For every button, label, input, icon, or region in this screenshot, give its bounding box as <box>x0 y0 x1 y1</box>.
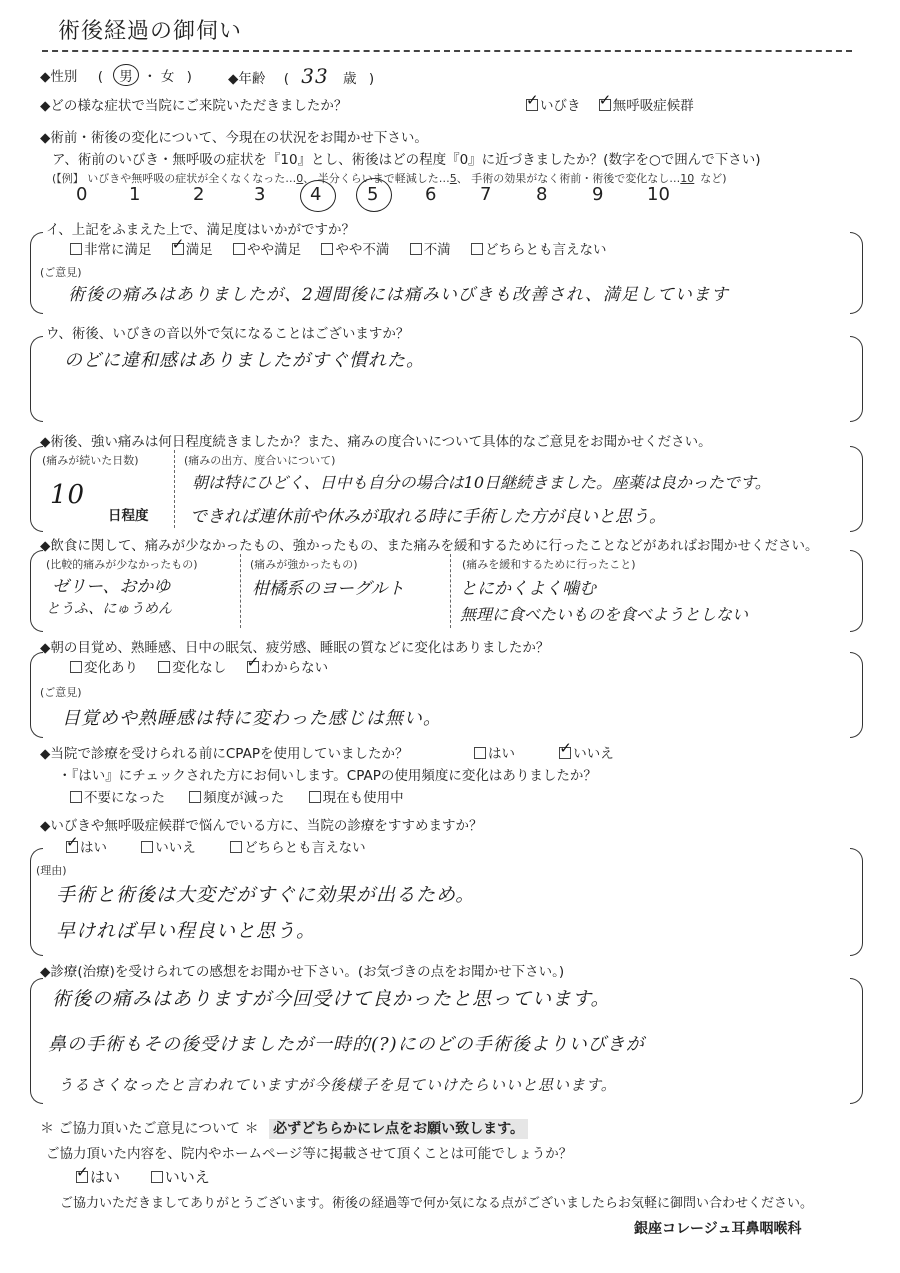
cpap-question: ◆当院で診療を受けられる前にCPAPを使用していましたか？ <box>40 746 409 762</box>
other-concern-answer[interactable]: のどに違和感はありましたがすぐ慣れた。 <box>64 350 425 371</box>
cpap-yes-checkbox[interactable] <box>474 747 486 759</box>
pain-days-label: (痛みが続いた日数) <box>42 454 139 467</box>
scale-8[interactable]: 8 <box>536 184 548 205</box>
food-more-pain-label: (痛みが強かったもの) <box>250 558 358 571</box>
recommend-question: ◆いびきや無呼吸症候群で悩んでいる方に、当院の診療をすすめますか？ <box>40 818 483 834</box>
recommend-bracket-right <box>850 848 863 956</box>
recommend-reason-line2[interactable]: 早ければ早い程良いと思う。 <box>56 920 317 942</box>
sat-dissatisfied-checkbox[interactable] <box>410 243 422 255</box>
pain-divider <box>174 450 175 528</box>
consent-no-checkbox[interactable] <box>151 1171 163 1183</box>
consent-question: ご協力頂いた内容を、院内やホームページ等に掲載させて頂くことは可能でしょうか？ <box>46 1146 573 1162</box>
cpap-no-checkbox[interactable] <box>559 747 571 759</box>
pain-question: ◆術後、強い痛みは何日程度続きましたか？また、痛みの度合いについて具体的なご意見をお聞かせください。 <box>40 434 712 450</box>
sleep-unchanged-checkbox[interactable] <box>158 661 170 673</box>
apnea-checkbox[interactable] <box>599 99 611 111</box>
food-less-pain-line1[interactable]: ゼリー、おかゆ <box>52 577 171 597</box>
food-relief-line2[interactable]: 無理に食べたいものを食べようとしない <box>460 605 749 624</box>
sat-somewhat-dissatisfied-checkbox[interactable] <box>321 243 333 255</box>
symptom-question: ◆どの様な症状で当院にご来院いただきましたか？ <box>40 98 348 114</box>
cpap-unneeded-checkbox[interactable] <box>70 791 82 803</box>
cpap-reduced-checkbox[interactable] <box>189 791 201 803</box>
snoring-checkbox[interactable] <box>526 99 538 111</box>
pain-days-unit: 日程度 <box>108 508 149 524</box>
satisfaction-question: イ、上記をふまえた上で、満足度はいかがですか？ <box>46 222 356 238</box>
pain-days-value[interactable]: 10 <box>50 480 86 510</box>
page-title: 術後経過の御伺い <box>58 19 243 44</box>
scale-circle-mark-4 <box>300 180 336 212</box>
satisfaction-comment-label: (ご意見) <box>40 266 82 279</box>
other-bracket-left <box>30 336 43 422</box>
sleep-bracket-right <box>850 652 863 738</box>
food-divider-2 <box>450 554 451 628</box>
recommend-reason-label: (理由) <box>36 864 67 877</box>
sat-satisfied-checkbox[interactable] <box>172 243 184 255</box>
sat-somewhat-satisfied-checkbox[interactable] <box>233 243 245 255</box>
thanks-text: ご協力いただきましてありがとうございます。術後の経過等で何か気になる点がございましたらお気軽に御問い合わせください。 <box>60 1196 813 1211</box>
food-less-pain-line2[interactable]: とうふ、にゅうめん <box>46 601 172 617</box>
age-value[interactable]: 33 <box>301 64 329 88</box>
age-label: ◆年齢 <box>228 71 266 87</box>
scale-9[interactable]: 9 <box>592 184 604 205</box>
cpap-sub-options: 不要になった 頻度が減った 現在も使用中 <box>70 786 404 806</box>
scale-1[interactable]: 1 <box>129 184 141 205</box>
impression-bracket-left <box>30 978 43 1104</box>
impression-line1[interactable]: 術後の痛みはありますが今回受けて良かったと思っています。 <box>52 988 611 1010</box>
sat-very-satisfied-checkbox[interactable] <box>70 243 82 255</box>
sleep-comment[interactable]: 目覚めや熟睡感は特に変わった感じは無い。 <box>62 708 442 729</box>
pain-detail-line1[interactable]: 朝は特にひどく、日中も自分の場合は10日継続きました。座薬は良かったです。 <box>192 473 771 492</box>
scale-7[interactable]: 7 <box>480 184 492 205</box>
clinic-name: 銀座コレージュ耳鼻咽喉科 <box>634 1221 802 1237</box>
other-concern-question: ウ、術後、いびきの音以外で気になることはございますか？ <box>46 326 410 342</box>
food-question: ◆飲食に関して、痛みが少なかったもの、強かったもの、また痛みを緩和するために行ったことなどがあればお聞かせください。 <box>40 538 819 554</box>
scale-circle-mark-5 <box>356 178 392 212</box>
satisfaction-options: 非常に満足 ✓ 満足 やや満足 やや不満 不満 どちらとも言えない <box>70 238 606 258</box>
scale-3[interactable]: 3 <box>254 184 266 205</box>
impression-question: ◆診療(治療)を受けられての感想をお聞かせ下さい。(お気づきの点をお聞かせ下さい。) <box>40 964 565 980</box>
recommend-options: ✓はい いいえ どちらとも言えない <box>66 836 366 856</box>
food-divider-1 <box>240 554 241 628</box>
recommend-neither-checkbox[interactable] <box>230 841 242 853</box>
impression-bracket-right <box>850 978 863 1104</box>
recommend-reason-line1[interactable]: 手術と術後は大変だがすぐに効果が出るため。 <box>56 884 476 906</box>
gender-male-circled[interactable]: 男 <box>113 64 139 86</box>
scale-5-circled[interactable]: 5 <box>367 184 379 205</box>
pain-detail-label: (痛みの出方、度合いについて) <box>184 454 336 467</box>
consent-options: ✓はい いいえ <box>76 1166 210 1187</box>
sleep-unknown-checkbox[interactable] <box>247 661 259 673</box>
scale-2[interactable]: 2 <box>193 184 205 205</box>
consent-header: ＊ ご協力頂いたご意見について ＊ 必ずどちらかにレ点をお願い致します。 <box>40 1118 528 1138</box>
title-divider <box>42 50 852 52</box>
sleep-question: ◆朝の目覚め、熟睡感、日中の眠気、疲労感、睡眠の質などに変化はありましたか？ <box>40 640 550 656</box>
consent-yes-checkbox[interactable] <box>76 1171 88 1183</box>
food-relief-label: (痛みを緩和するために行ったこと) <box>462 558 636 571</box>
gender-label: ◆性別 <box>40 69 78 85</box>
impression-line3[interactable]: うるさくなったと言われていますが今後様子を見ていけたらいいと思います。 <box>58 1076 617 1094</box>
cpap-still-using-checkbox[interactable] <box>309 791 321 803</box>
gender-female[interactable]: 女 <box>160 69 175 85</box>
satisfaction-comment[interactable]: 術後の痛みはありましたが、2週間後には痛みいびきも改善され、満足しています <box>68 285 729 305</box>
change-header: ◆術前・術後の変化について、今現在の状況をお聞かせ下さい。 <box>40 130 428 146</box>
cpap-options: はい ✓ いいえ <box>474 742 614 762</box>
sat-neither-checkbox[interactable] <box>471 243 483 255</box>
food-bracket-left <box>30 550 43 632</box>
pain-detail-line2[interactable]: できれば連休前や休みが取れる時に手術した方が良いと思う。 <box>190 507 666 527</box>
other-bracket-right <box>850 336 863 422</box>
sleep-comment-label: (ご意見) <box>40 686 82 699</box>
food-relief-line1[interactable]: とにかくよく噛む <box>460 579 596 599</box>
gender-row: ◆性別 ( 男 ・ 女 ) <box>40 64 192 86</box>
scale-6[interactable]: 6 <box>425 184 437 205</box>
change-question-a: ア、術前のいびき・無呼吸の症状を『10』とし、術後はどの程度『0』に近づきましたか？(数字を○で囲んで下さい) <box>52 152 761 168</box>
recommend-yes-checkbox[interactable] <box>66 841 78 853</box>
symptom-options: ✓ いびき ✓ 無呼吸症候群 <box>526 94 694 114</box>
sleep-options: 変化あり 変化なし ✓ わからない <box>70 656 328 676</box>
change-example: (【例】 いびきや無呼吸の症状が全くなくなった…0、 半分くらいまで軽減した…5、 手術の効果がなく術前・術後で変化なし…10 など) <box>52 172 727 185</box>
scale-0[interactable]: 0 <box>76 184 88 205</box>
satisfaction-bracket-right <box>850 232 863 314</box>
impression-line2[interactable]: 鼻の手術もその後受けましたが一時的(?)にのどの手術後よりいびきが <box>48 1034 645 1055</box>
age-row: ◆年齢 ( 33 歳 ) <box>228 64 375 88</box>
pain-bracket-right <box>850 446 863 532</box>
scale-4-circled[interactable]: 4 <box>310 184 322 205</box>
recommend-no-checkbox[interactable] <box>141 841 153 853</box>
food-less-pain-label: (比較的痛みが少なかったもの) <box>46 558 198 571</box>
cpap-sub-question: ・『はい』にチェックされた方にお伺いします。CPAPの使用頻度に変化はありましたか？ <box>58 768 597 784</box>
scale-10[interactable]: 10 <box>647 184 670 205</box>
consent-required-note: 必ずどちらかにレ点をお願い致します。 <box>269 1119 528 1139</box>
sleep-changed-checkbox[interactable] <box>70 661 82 673</box>
food-bracket-right <box>850 550 863 632</box>
food-more-pain-line1[interactable]: 柑橘系のヨーグルト <box>252 579 405 599</box>
